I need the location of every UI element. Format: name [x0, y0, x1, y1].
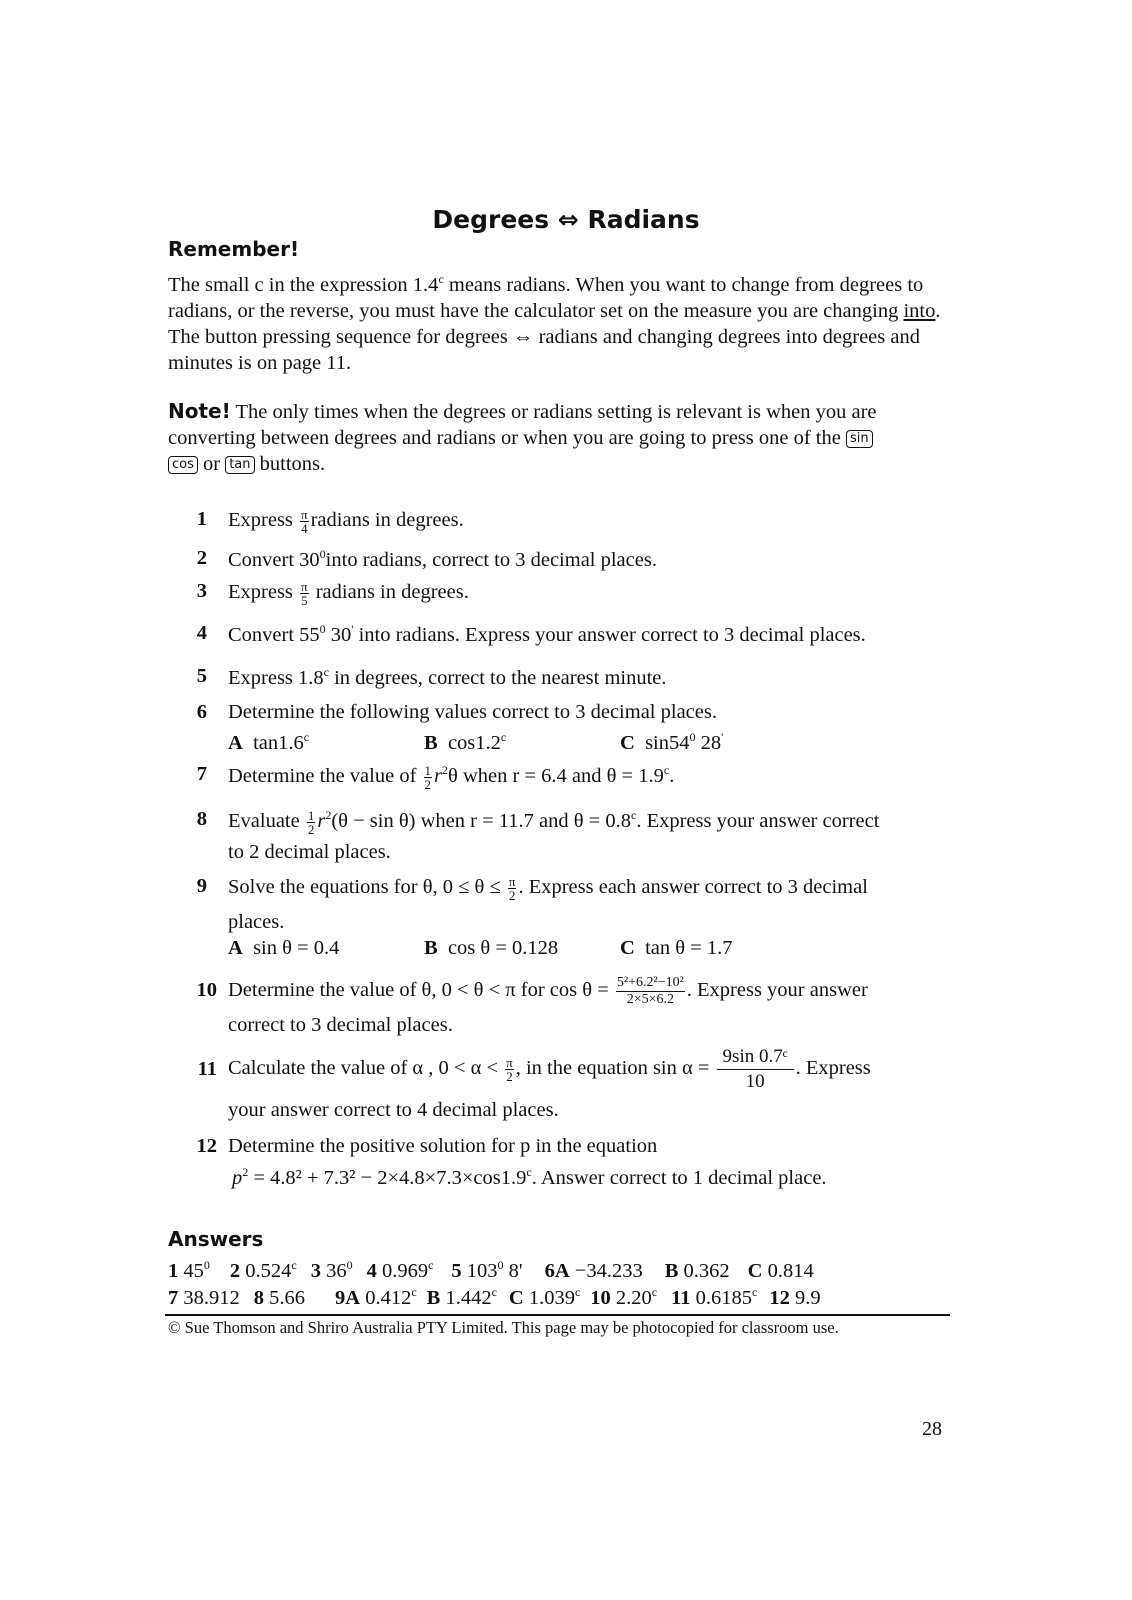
- footer-rule: [165, 1314, 950, 1316]
- question-12-equation: $p^2 = 4.8^2 + 7.3^2 - 2\times 4.8\times 7.3\times\cos 1.9^c$. Answer correct to 1 decimal place.: [232, 1165, 827, 1189]
- question-5: Express 1.8$^c$ in degrees, correct to the nearest minute.: [228, 665, 667, 689]
- answer-item: B 1.442$^c$: [426, 1285, 497, 1309]
- page-number: 28: [922, 1418, 942, 1440]
- question-8-line-2: to 2 decimal places.: [228, 841, 391, 863]
- answer-item: 6A −34.233: [544, 1259, 643, 1282]
- question-number: 3: [196, 580, 207, 602]
- question-number: 1: [196, 508, 207, 530]
- question-4: Convert $55^0$ 30' into radians. Express your answer correct to 3 decimal places.: [228, 622, 866, 646]
- remember-paragraph: The small c in the expression 1.4$^c$ means radians. When you want to change from degrees to radians, or the reverse, you must have the calculator set on the measure you are changing into. The button pressing sequence for degrees ⇔ radians and changing degrees into degrees and minutes is on page 11.: [168, 272, 941, 374]
- question-number: 9: [196, 875, 207, 897]
- answer-item: 9A 0.412$^c$: [335, 1285, 417, 1309]
- question-7: Determine the value of $\frac{1}{2}$ $r^2\theta$ when r = 6.4 and θ = 1.9$^c$.: [228, 762, 675, 792]
- answer-item: 7 38.912: [168, 1286, 240, 1309]
- question-6: Determine the following values correct to 3 decimal places.: [228, 701, 717, 723]
- tan-key-icon: tan: [225, 456, 254, 474]
- question-number: 6: [196, 701, 207, 723]
- question-8: Evaluate $\frac{1}{2}$ $r^2(\theta - \sin \theta)$ when r = 11.7 and θ = 0.8$^c$. Express your answer correct: [228, 807, 880, 837]
- answer-item: 8 5.66: [253, 1286, 305, 1309]
- into-underlined: into: [903, 299, 936, 322]
- question-9-line-2: places.: [228, 911, 285, 933]
- answer-item: B 0.362: [664, 1259, 730, 1282]
- cos-key-icon: cos: [168, 456, 198, 474]
- answer-item: 10 2.20$^c$: [590, 1285, 658, 1309]
- answer-item: 1 $45^0$: [168, 1258, 210, 1282]
- answer-item: 12 9.9: [769, 1286, 821, 1309]
- question-10: Determine the value of θ, 0 < θ < π for cos θ = $\frac{\text{5²+6.2²−10²}}{2\times 5\times 6.2}$ . Express your answer: [228, 974, 868, 1007]
- question-number: 4: [196, 622, 207, 644]
- answers-heading: Answers: [168, 1227, 264, 1251]
- answer-item: C 0.814: [747, 1259, 814, 1282]
- question-number: 10: [196, 979, 217, 1001]
- answers-row-1: [168, 1258, 814, 1283]
- copyright-notice: © Sue Thomson and Shriro Australia PTY Limited. This page may be photocopied for classroom use.: [168, 1318, 839, 1337]
- question-6-part-b: B cos1.2$^c$: [424, 730, 507, 754]
- question-11: Calculate the value of α , 0 < α < $\frac{\pi}{2}$ , in the equation sin α = $\frac{\text{9sin 0.7ᶜ}}{10}$. Express: [228, 1045, 871, 1092]
- remember-heading: Remember!: [168, 237, 300, 261]
- note-heading: Note!: [168, 399, 231, 423]
- question-9: Solve the equations for θ, 0 ≤ θ ≤ $\frac{\pi}{2}$ . Express each answer correct to 3 decimal: [228, 874, 868, 903]
- question-number: 5: [196, 665, 207, 687]
- question-9-part-a: A sin θ = 0.4: [228, 937, 340, 959]
- sin-key-icon: sin: [846, 430, 873, 448]
- answer-item: 5 $103^0$ 8': [451, 1258, 523, 1282]
- page-title: Degrees ⇔ Radians: [432, 205, 700, 234]
- question-2: Convert $30^0into$ radians, correct to 3 decimal places.: [228, 547, 657, 571]
- answer-item: 2 0.524$^c$: [229, 1258, 297, 1282]
- question-6-part-a: A tan1.6$^c$: [228, 730, 310, 754]
- question-3: Express $\frac{\pi}{5}$ radians in degrees.: [228, 579, 469, 608]
- question-number: 12: [196, 1135, 217, 1157]
- question-number: 7: [196, 763, 207, 785]
- answer-item: 11 0.6185$^c$: [671, 1285, 758, 1309]
- question-10-line-2: correct to 3 decimal places.: [228, 1014, 453, 1036]
- answer-item: C 1.039$^c$: [508, 1285, 581, 1309]
- answer-item: 3 $36^0$: [310, 1258, 353, 1282]
- question-number: 2: [196, 547, 207, 569]
- answers-row-2: [168, 1285, 821, 1310]
- question-11-line-2: your answer correct to 4 decimal places.: [228, 1099, 559, 1121]
- note-paragraph: Note! The only times when the degrees or radians setting is relevant is when you are converting between degrees and radians or when you are going to press one of the sin cos or tan buttons.: [168, 399, 877, 475]
- question-number: 8: [196, 808, 207, 830]
- question-9-part-b: B cos θ = 0.128: [424, 937, 559, 959]
- question-6-part-c: C $\sin 54^0$ 28': [620, 730, 724, 754]
- question-12: Determine the positive solution for p in the equation: [228, 1135, 658, 1157]
- question-9-part-c: C tan θ = 1.7: [620, 937, 733, 959]
- question-1: Express $\frac{\pi}{4}$ radians in degrees.: [228, 507, 464, 536]
- question-number: 11: [197, 1058, 217, 1080]
- answer-item: 4 0.969$^c$: [366, 1258, 434, 1282]
